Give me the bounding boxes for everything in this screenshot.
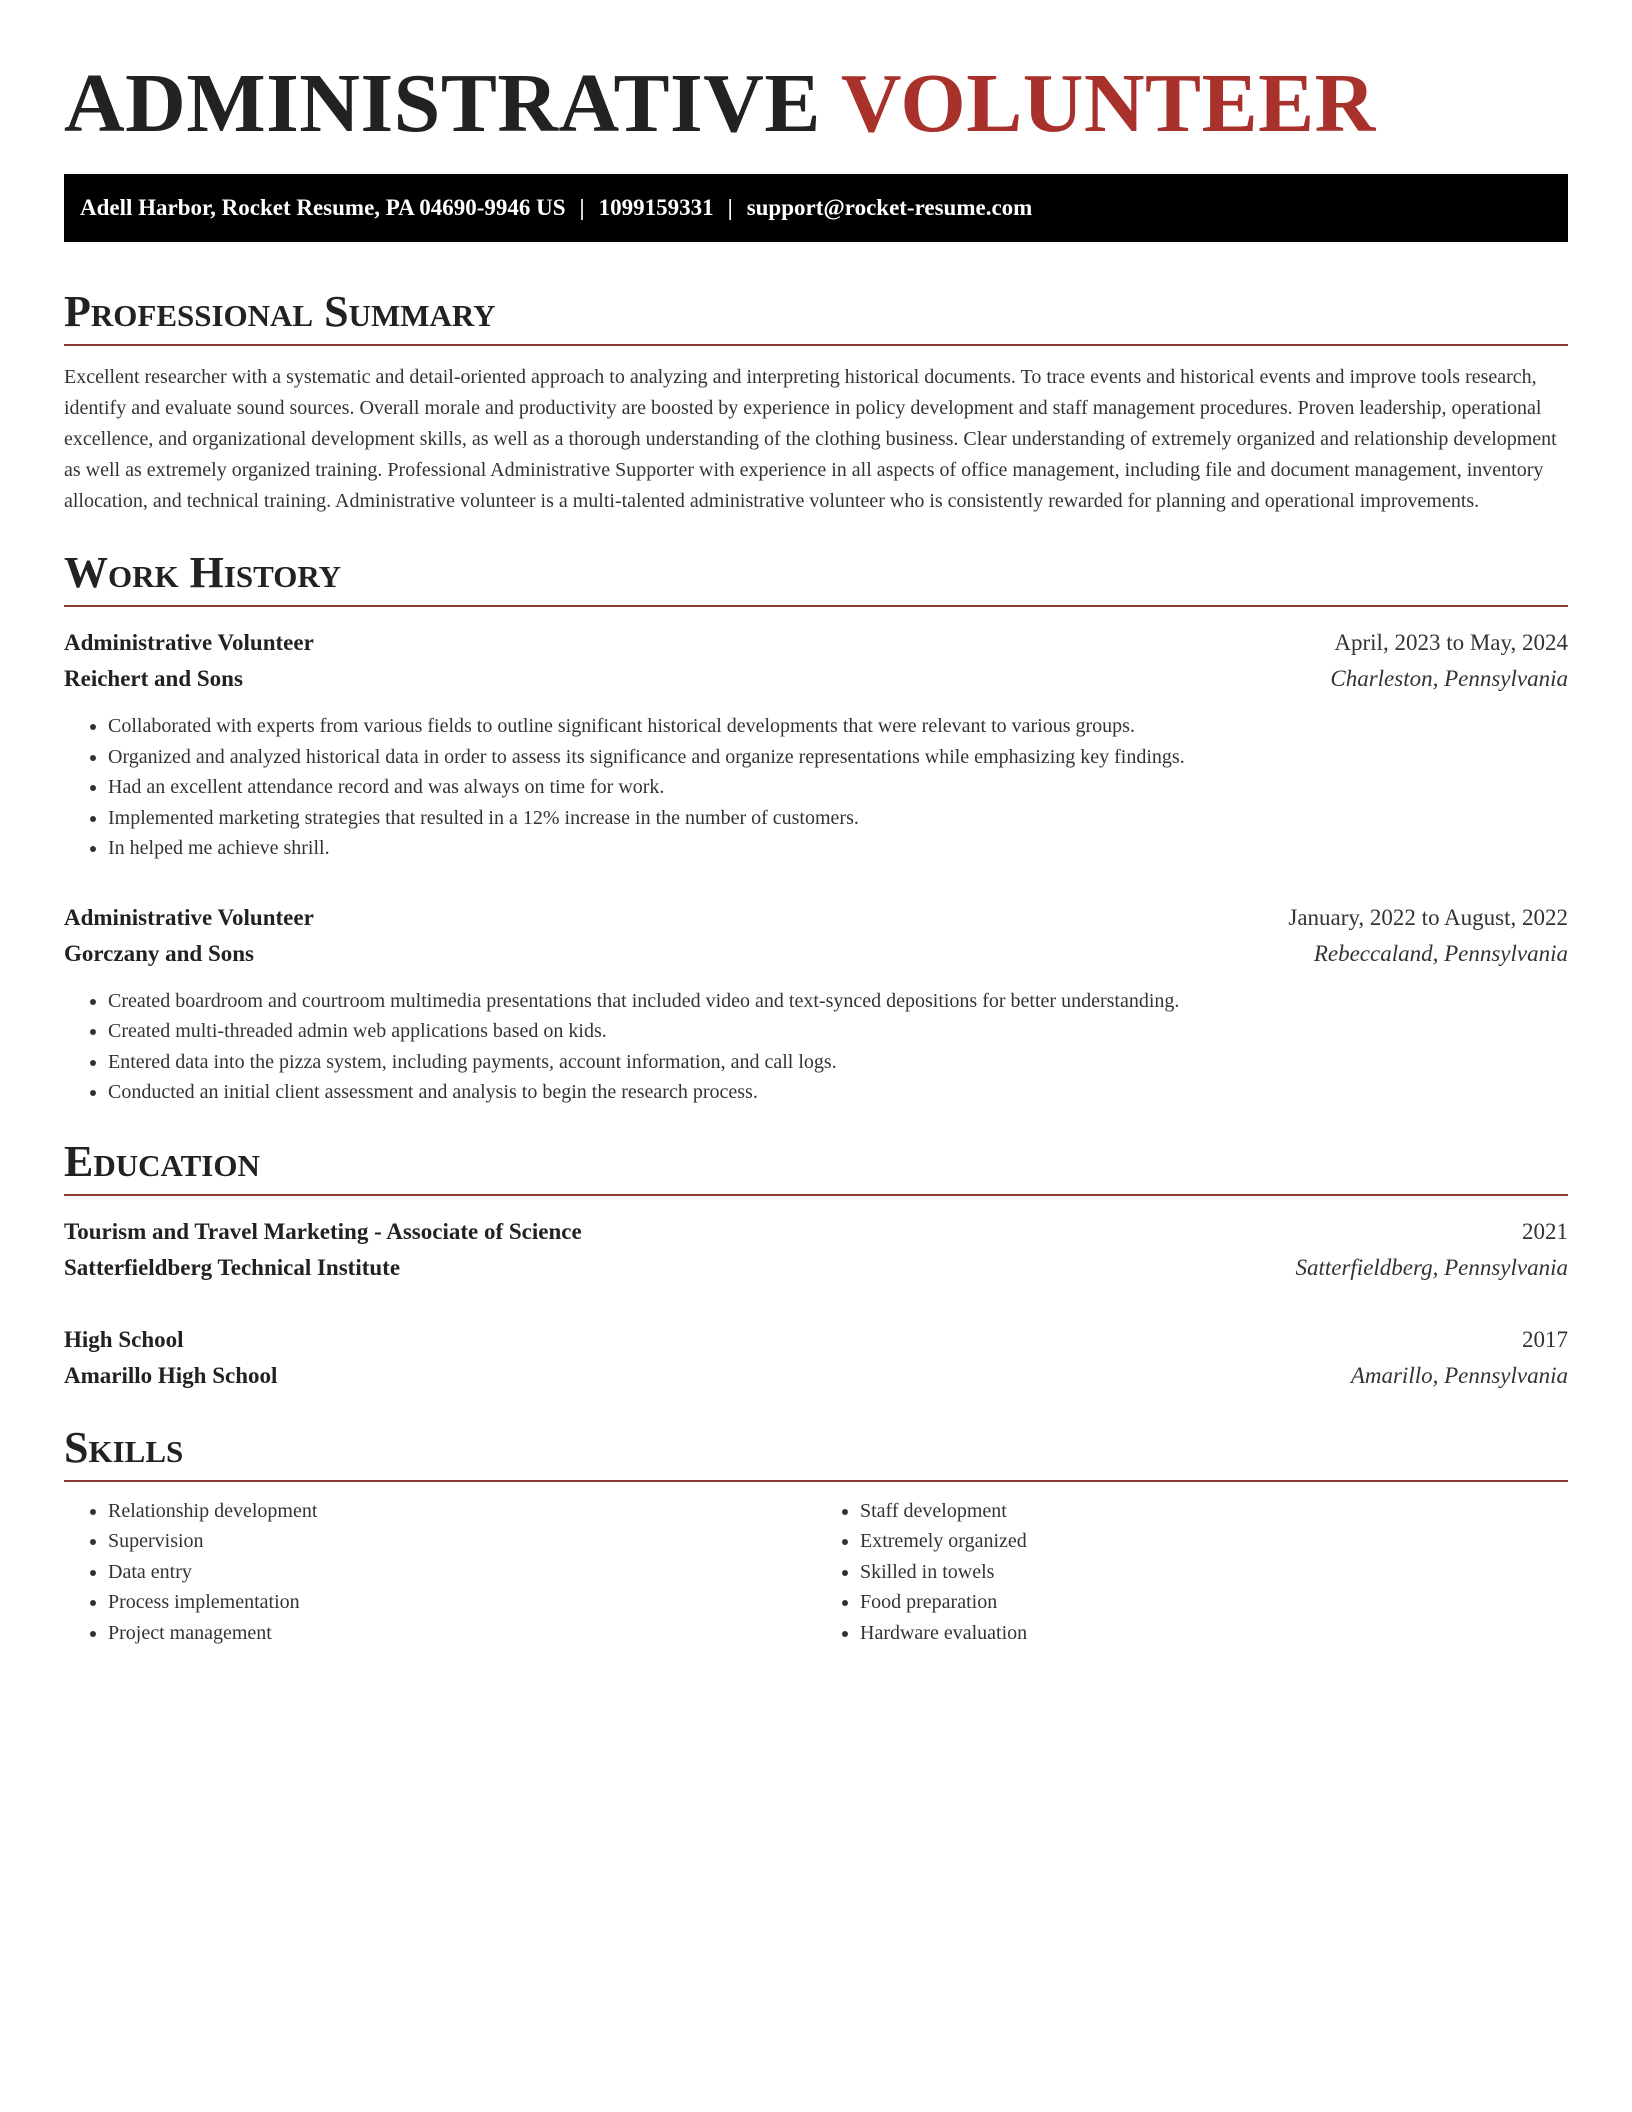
job-title-row bbox=[64, 900, 1568, 936]
job-location: Rebeccaland, Pennsylvania bbox=[1313, 940, 1568, 966]
section-heading-work-history: Work History bbox=[64, 545, 1568, 607]
skill-item: • Process implementation bbox=[108, 1587, 816, 1618]
title-accent: VOLUNTEER bbox=[840, 57, 1376, 150]
job-company-row bbox=[64, 936, 1568, 972]
job-company-row bbox=[64, 661, 1568, 697]
title-main: ADMINISTRATIVE bbox=[64, 57, 821, 150]
job-entry bbox=[64, 625, 1568, 864]
section-heading-skills: Skills bbox=[64, 1420, 1568, 1482]
education-degree: Tourism and Travel Marketing - Associate of Science bbox=[64, 1218, 582, 1244]
section-heading-education: Education bbox=[64, 1134, 1568, 1196]
education-location: Amarillo, Pennsylvania bbox=[1350, 1362, 1568, 1388]
skill-item: • Extremely organized bbox=[860, 1526, 1568, 1557]
education-degree-row bbox=[64, 1214, 1568, 1250]
skills-list-right bbox=[816, 1496, 1568, 1649]
education-year: 2021 bbox=[1522, 1218, 1568, 1244]
skill-item: • Skilled in towels bbox=[860, 1557, 1568, 1588]
job-company: Gorczany and Sons bbox=[64, 940, 255, 966]
resume-page bbox=[64, 0, 1568, 1648]
education-entry bbox=[64, 1322, 1568, 1394]
education-year: 2017 bbox=[1522, 1326, 1568, 1352]
job-location: Charleston, Pennsylvania bbox=[1330, 666, 1568, 691]
job-dates: April, 2023 to May, 2024 bbox=[1334, 630, 1568, 655]
job-bullet: • Conducted an initial client assessment and analysis to begin the research process. bbox=[108, 1077, 1568, 1108]
job-bullet: • Entered data into the pizza system, including payments, account information, and call logs. bbox=[108, 1047, 1568, 1078]
education-entry bbox=[64, 1214, 1568, 1286]
skill-item: • Food preparation bbox=[860, 1587, 1568, 1618]
job-bullet: • Created boardroom and courtroom multimedia presentations that included video and text-synced depositions for better understanding. bbox=[108, 986, 1568, 1017]
job-bullet: • Implemented marketing strategies that resulted in a 12% increase in the number of customers. bbox=[108, 803, 1568, 834]
education-location: Satterfieldberg, Pennsylvania bbox=[1295, 1254, 1568, 1280]
education-school: Satterfieldberg Technical Institute bbox=[64, 1254, 401, 1280]
summary-text: Excellent researcher with a systematic and detail-oriented approach to analyzing and interpreting historical documents. To trace events and historical events and improve tools research, identify and evaluate sound sources. Overall morale and productivity are boosted by experience in policy development and staff management procedures. Proven leadership, operational excellence, and organizational development skills, as well as a thorough understanding of the clothing business. Clear understanding of extremely organized and relationship development as well as extremely organized training. Professional Administrative Supporter with experience in all aspects of office management, including file and document management, inventory allocation, and technical training. Administrative volunteer is a multi-talented administrative volunteer who is consistently rewarded for planning and operational improvements. bbox=[64, 366, 1557, 512]
skills-grid bbox=[64, 1496, 1568, 1649]
job-bullet-list bbox=[64, 986, 1568, 1108]
skill-item: • Data entry bbox=[108, 1557, 816, 1588]
job-bullet: • In helped me achieve shrill. bbox=[108, 833, 1568, 864]
education-degree: High School bbox=[64, 1326, 184, 1352]
job-company: Reichert and Sons bbox=[64, 666, 243, 691]
job-bullet-list bbox=[64, 711, 1568, 864]
contact-phone[interactable]: 1099159331 bbox=[598, 195, 714, 220]
job-title-row bbox=[64, 625, 1568, 661]
education-school-row bbox=[64, 1358, 1568, 1394]
contact-separator: | bbox=[579, 195, 585, 220]
education-school: Amarillo High School bbox=[64, 1362, 278, 1388]
job-entry bbox=[64, 900, 1568, 1108]
skill-item: • Staff development bbox=[860, 1496, 1568, 1527]
contact-address: Adell Harbor, Rocket Resume, PA 04690-9946 US bbox=[80, 195, 566, 220]
contact-separator: | bbox=[727, 195, 733, 220]
job-bullet: • Organized and analyzed historical data in order to assess its significance and organize representations while emphasizing key findings. bbox=[108, 742, 1568, 773]
job-dates: January, 2022 to August, 2022 bbox=[1288, 904, 1568, 930]
job-title: Administrative Volunteer bbox=[64, 630, 314, 655]
education-school-row bbox=[64, 1250, 1568, 1286]
skill-item: • Supervision bbox=[108, 1526, 816, 1557]
contact-bar bbox=[64, 174, 1568, 242]
job-bullet: • Collaborated with experts from various fields to outline significant historical developments that were relevant to various groups. bbox=[108, 711, 1568, 742]
job-bullet: • Had an excellent attendance record and was always on time for work. bbox=[108, 772, 1568, 803]
contact-email[interactable]: support@rocket-resume.com bbox=[746, 195, 1033, 220]
job-bullet: • Created multi-threaded admin web applications based on kids. bbox=[108, 1016, 1568, 1047]
resume-title bbox=[64, 0, 1568, 154]
job-title: Administrative Volunteer bbox=[64, 904, 314, 930]
skills-list-left bbox=[64, 1496, 816, 1649]
education-degree-row bbox=[64, 1322, 1568, 1358]
skill-item: • Project management bbox=[108, 1618, 816, 1649]
skill-item: • Relationship development bbox=[108, 1496, 816, 1527]
section-heading-summary: Professional Summary bbox=[64, 284, 1568, 346]
skill-item: • Hardware evaluation bbox=[860, 1618, 1568, 1649]
